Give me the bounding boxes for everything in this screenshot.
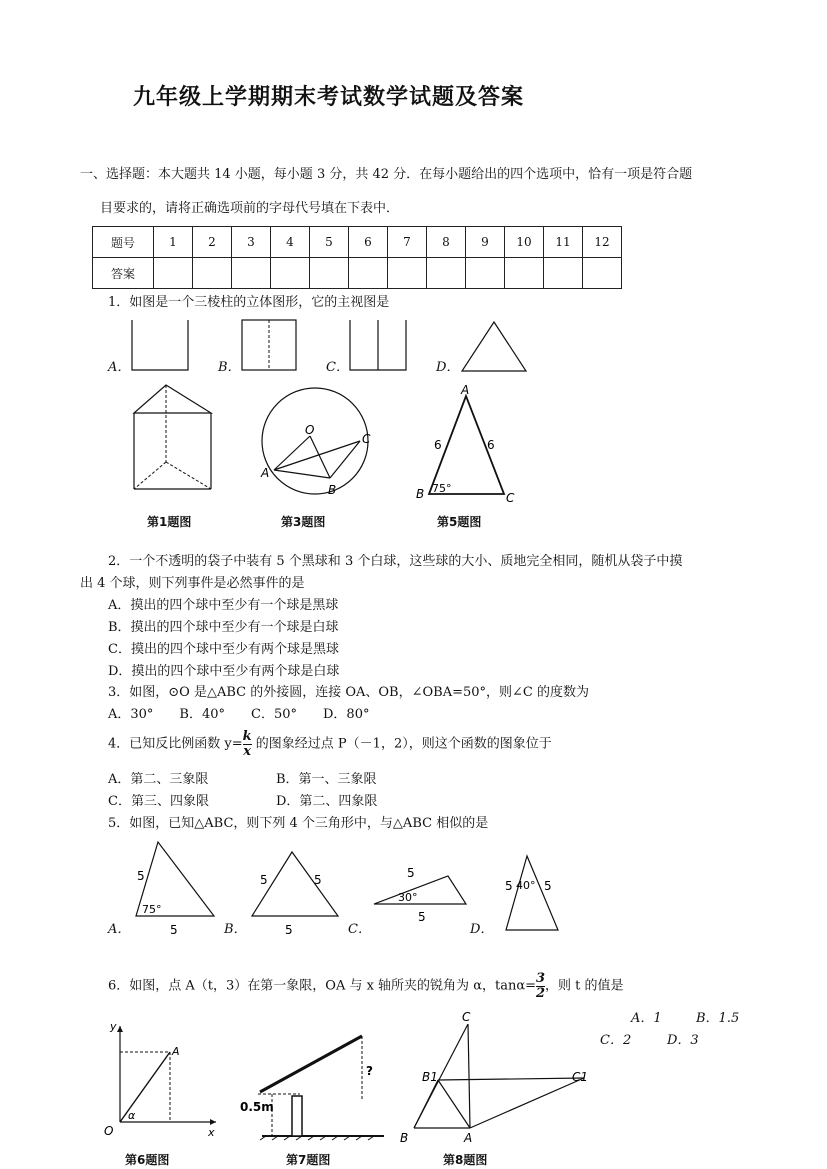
q1-option-d-figure (460, 320, 528, 374)
section-heading-line1: 一、选择题：本大题共 14 小题，每小题 3 分，共 42 分．在每小题给出的四个选项中，恰有一项是符合题 (80, 167, 693, 182)
table-cell-number: 6 (349, 227, 388, 258)
table-cell-number: 7 (388, 227, 427, 258)
q5-option-c-figure (370, 860, 476, 926)
section-heading-line2: 目要求的，请将正确选项前的字母代号填在下表中． (100, 201, 400, 216)
q6-coordinate-figure (100, 1018, 220, 1140)
answer-cell[interactable] (427, 258, 466, 289)
q5c-angle: 30° (398, 891, 418, 904)
q5-stem: 5．如图，已知△ABC，则下列 4 个三角形中，与△ABC 相似的是 (108, 816, 489, 831)
q1-figure-caption: 第1题图 (147, 515, 192, 529)
q4-option-a: A．第二、三象限 (108, 772, 209, 787)
answer-table-answer-row (93, 258, 622, 289)
q5-option-d-label: D． (470, 922, 494, 937)
q5-label-c: C (506, 491, 515, 505)
q7-question-mark: ? (366, 1064, 373, 1078)
q5-triangle-figure (410, 382, 520, 506)
q4-fraction-denominator: x (243, 744, 252, 759)
q1-option-d-label: D． (436, 360, 460, 375)
q5-figure-caption: 第5题图 (437, 515, 482, 529)
q7-figure-caption: 第7题图 (286, 1153, 331, 1167)
q4-fraction (243, 730, 252, 758)
q6-option-b: B．1.5 (696, 1011, 740, 1026)
q8-figure-caption: 第8题图 (443, 1153, 488, 1167)
q4-option-c: C．第三、四象限 (108, 794, 209, 809)
q4-option-d: D．第二、四象限 (276, 794, 378, 809)
q1-prism-figure (128, 382, 220, 494)
q5c-top: 5 (407, 866, 415, 880)
answer-cell[interactable] (271, 258, 310, 289)
q8-label-b1: B1 (422, 1070, 438, 1084)
page-title: 九年级上学期期末考试数学试题及答案 (133, 84, 525, 110)
answer-cell[interactable] (583, 258, 622, 289)
q6-option-c: C．2 (600, 1033, 632, 1048)
q5a-angle: 75° (142, 903, 162, 916)
q1-stem: 1．如图是一个三棱柱的立体图形，它的主视图是 (108, 295, 390, 310)
table-cell-number: 1 (154, 227, 193, 258)
q5a-base: 5 (170, 923, 178, 937)
q3-label-o: O (305, 423, 315, 437)
q3-options: A．30° B．40° C．50° D．80° (108, 707, 370, 722)
answer-cell[interactable] (232, 258, 271, 289)
table-cell-number: 8 (427, 227, 466, 258)
answer-cell[interactable] (388, 258, 427, 289)
q3-label-c: C (362, 432, 371, 446)
answer-cell[interactable] (466, 258, 505, 289)
q8-label-c1: C1 (572, 1070, 589, 1084)
q5d-angle: 40° (516, 879, 536, 892)
q4-stem (108, 730, 552, 758)
q6-option-d: D．3 (667, 1033, 699, 1048)
table-cell-number: 2 (193, 227, 232, 258)
q6-fraction (536, 972, 545, 1000)
table-cell-number: 12 (583, 227, 622, 258)
q7-height-label: 0.5m (240, 1100, 274, 1114)
q4-fraction-numerator: k (242, 729, 252, 744)
q5c-base: 5 (418, 910, 426, 924)
q2-stem-line1: 2．一个不透明的袋子中装有 5 个黑球和 3 个白球，这些球的大小、质地完全相同，随机从袋子中摸 (108, 554, 683, 569)
table-cell-number: 3 (232, 227, 271, 258)
table-cell-number: 5 (310, 227, 349, 258)
answer-cell[interactable] (349, 258, 388, 289)
table-cell-number: 9 (466, 227, 505, 258)
q5-side-ab: 6 (434, 438, 442, 452)
answer-table (92, 226, 622, 289)
q5-label-b: B (416, 487, 425, 501)
q6-stem-suffix: ，则 t 的值是 (545, 978, 624, 994)
q4-option-b: B．第一、三象限 (276, 772, 377, 787)
q8-triangles-figure (394, 1008, 594, 1148)
answer-cell[interactable] (544, 258, 583, 289)
q2-stem-line2: 出 4 个球，则下列事件是必然事件的是 (80, 576, 305, 591)
q1-option-b-label: B． (218, 360, 241, 375)
q8-label-c: C (462, 1010, 471, 1024)
q6-fraction-numerator: 3 (536, 971, 546, 986)
q8-label-a: A (464, 1131, 473, 1145)
q1-option-a-label: A． (108, 360, 131, 375)
answer-cell[interactable] (310, 258, 349, 289)
q2-option-b: B．摸出的四个球中至少有一个球是白球 (108, 620, 339, 635)
q6-label-o: O (104, 1124, 114, 1138)
q5-option-b-label: B． (224, 922, 247, 937)
q8-label-b: B (400, 1131, 409, 1145)
q3-figure-caption: 第3题图 (281, 515, 326, 529)
q5-side-ac: 6 (487, 438, 495, 452)
q2-option-a: A．摸出的四个球中至少有一个球是黑球 (108, 598, 339, 613)
q3-label-a: A (261, 466, 270, 480)
answer-cell[interactable] (154, 258, 193, 289)
q6-stem-prefix: 6．如图，点 A（t，3）在第一象限，OA 与 x 轴所夹的锐角为 α，tanα= (108, 978, 536, 994)
table-cell-number: 10 (505, 227, 544, 258)
q6-label-alpha: α (128, 1109, 136, 1122)
q5-angle-b: 75° (432, 482, 452, 495)
q5-option-c-label: C． (348, 922, 371, 937)
q5b-left: 5 (260, 873, 268, 887)
q5-option-a-label: A． (108, 922, 131, 937)
q2-option-d: D．摸出的四个球中至少有两个球是白球 (108, 664, 340, 679)
q5d-right: 5 (544, 879, 552, 893)
table-cell-number: 11 (544, 227, 583, 258)
table-cell-number: 4 (271, 227, 310, 258)
q6-fraction-denominator: 2 (536, 986, 546, 1001)
q5-option-b-figure (248, 848, 344, 938)
table-header-answer: 答案 (93, 258, 154, 289)
answer-cell[interactable] (505, 258, 544, 289)
q5b-right: 5 (314, 873, 322, 887)
q5-option-d-figure (496, 852, 566, 936)
q3-label-b: B (328, 483, 337, 497)
q6-option-a: A．1 (631, 1011, 662, 1026)
q5d-left: 5 (505, 879, 513, 893)
table-header-number: 题号 (93, 227, 154, 258)
q5a-side: 5 (137, 869, 145, 883)
q4-stem-prefix: 4．已知反比例函数 y= (108, 736, 243, 752)
q6-figure-caption: 第6题图 (125, 1153, 170, 1167)
answer-table-header-row (93, 227, 622, 258)
q6-label-y: y (110, 1020, 117, 1033)
q5b-base: 5 (285, 923, 293, 937)
q1-option-c-label: C． (326, 360, 349, 375)
answer-cell[interactable] (193, 258, 232, 289)
q7-seesaw-figure (238, 1028, 388, 1140)
q3-stem: 3．如图，⊙O 是△ABC 的外接圆，连接 OA、OB，∠OBA=50°，则∠C 的度数为 (108, 685, 590, 700)
q1-option-b-figure (240, 318, 298, 374)
q6-label-a: A (172, 1045, 180, 1058)
q6-label-x: x (208, 1126, 215, 1139)
q5-label-a: A (461, 383, 470, 397)
q2-option-c: C．摸出的四个球中至少有两个球是黑球 (108, 642, 339, 657)
q1-option-a-figure (130, 318, 190, 374)
q3-circle-figure (252, 378, 382, 506)
q1-option-c-figure (348, 318, 410, 374)
q5-option-a-figure (130, 838, 222, 938)
q4-stem-suffix: 的图象经过点 P（－1，2），则这个函数的图象位于 (251, 736, 552, 752)
q6-stem (108, 972, 624, 1000)
